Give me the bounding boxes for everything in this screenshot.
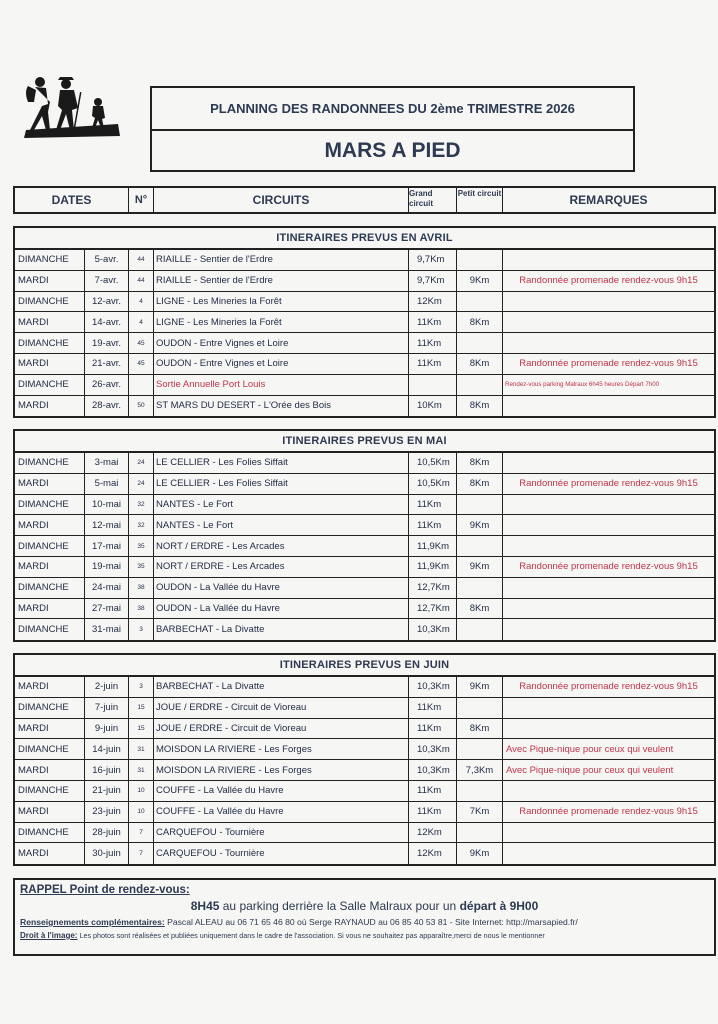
cell-circuit: OUDON - La Vallée du Havre <box>154 578 409 598</box>
cell-date: 23-juin <box>85 802 129 822</box>
cell-remark <box>503 396 714 417</box>
cell-remark: Randonnée promenade rendez-vous 9h15 <box>519 681 698 693</box>
table-row <box>15 250 714 271</box>
cell-grand: 12,7Km <box>409 578 457 598</box>
cell-grand: 12Km <box>409 292 457 312</box>
cell-petit: 7Km <box>457 802 503 822</box>
cell-circuit: LE CELLIER - Les Folies Siffait <box>154 474 409 494</box>
cell-grand: 11Km <box>409 781 457 801</box>
cell-date: 19-mai <box>85 557 129 577</box>
cell-grand: 11Km <box>409 698 457 718</box>
section-avril <box>13 226 716 418</box>
table-row <box>15 823 714 844</box>
cell-day: MARDI <box>15 354 85 374</box>
cell-num <box>129 375 154 395</box>
cell-grand: 12Km <box>409 843 457 864</box>
cell-day: MARDI <box>15 271 85 291</box>
cell-grand: 11Km <box>409 515 457 535</box>
hikers-logo <box>18 72 124 138</box>
table-row <box>15 739 714 760</box>
cell-circuit: NORT / ERDRE - Les Arcades <box>154 536 409 556</box>
cell-num: 24 <box>129 474 154 494</box>
cell-num: 45 <box>129 354 154 374</box>
planning-subtitle: PLANNING DES RANDONNEES DU 2ème TRIMESTRE 2026 <box>152 88 633 131</box>
cell-remark: Rendez-vous parking Malraux 6h45 heures Départ 7h00 <box>505 381 660 389</box>
cell-circuit: RIAILLE - Sentier de l'Erdre <box>154 271 409 291</box>
cell-petit <box>457 333 503 353</box>
cell-circuit: MOISDON LA RIVIERE - Les Forges <box>154 739 409 759</box>
cell-remark: Avec Pique-nique pour ceux qui veulent <box>506 764 674 776</box>
cell-day: MARDI <box>15 474 85 494</box>
table-row <box>15 396 714 417</box>
table-row <box>15 453 714 474</box>
cell-remark <box>503 453 714 473</box>
table-header <box>13 186 716 214</box>
cell-date: 28-juin <box>85 823 129 843</box>
table-row <box>15 578 714 599</box>
cell-num: 44 <box>129 250 154 270</box>
cell-circuit: CARQUEFOU - Tournière <box>154 823 409 843</box>
cell-date: 3-mai <box>85 453 129 473</box>
cell-num: 50 <box>129 396 154 417</box>
cell-remark: Randonnée promenade rendez-vous 9h15 <box>519 358 698 370</box>
cell-grand: 10,3Km <box>409 677 457 697</box>
cell-grand: 11Km <box>409 333 457 353</box>
cell-remark <box>503 698 714 718</box>
info-text: Pascal ALEAU au 06 71 65 46 80 où Serge RAYNAUD au 06 85 40 53 81 - Site Internet: http://marsapied.fr/ <box>164 917 578 927</box>
cell-day: DIMANCHE <box>15 250 85 270</box>
cell-day: DIMANCHE <box>15 375 85 395</box>
table-row <box>15 354 714 375</box>
cell-date: 24-mai <box>85 578 129 598</box>
cell-date: 9-juin <box>85 719 129 739</box>
cell-num: 31 <box>129 760 154 780</box>
rappel-text: au parking derrière la Salle Malraux pour un <box>219 899 460 913</box>
table-row <box>15 536 714 557</box>
cell-petit <box>457 250 503 270</box>
table-row <box>15 698 714 719</box>
col-dates: DATES <box>15 188 129 212</box>
cell-num: 32 <box>129 515 154 535</box>
cell-petit: 9Km <box>457 515 503 535</box>
cell-date: 21-avr. <box>85 354 129 374</box>
cell-circuit: COUFFE - La Vallée du Havre <box>154 781 409 801</box>
cell-num: 24 <box>129 453 154 473</box>
cell-date: 31-mai <box>85 619 129 640</box>
cell-num: 45 <box>129 333 154 353</box>
table-row <box>15 333 714 354</box>
cell-num: 44 <box>129 271 154 291</box>
cell-remark: Randonnée promenade rendez-vous 9h15 <box>519 275 698 287</box>
col-grand: Grand circuit <box>409 188 457 212</box>
rappel-main <box>20 899 709 913</box>
cell-grand: 10,5Km <box>409 474 457 494</box>
cell-remark: Avec Pique-nique pour ceux qui veulent <box>506 743 674 755</box>
cell-remark <box>503 495 714 515</box>
cell-day: DIMANCHE <box>15 619 85 640</box>
col-remarques: REMARQUES <box>569 193 648 207</box>
cell-remark <box>503 250 714 270</box>
cell-remark <box>503 823 714 843</box>
cell-grand: 12Km <box>409 823 457 843</box>
cell-petit <box>457 536 503 556</box>
cell-num: 35 <box>129 557 154 577</box>
cell-circuit: LIGNE - Les Mineries la Forêt <box>154 312 409 332</box>
cell-date: 12-mai <box>85 515 129 535</box>
section-title: ITINERAIRES PREVUS EN MAI <box>15 431 714 453</box>
section-title: ITINERAIRES PREVUS EN JUIN <box>15 655 714 677</box>
rappel-time: 8H45 <box>190 899 220 913</box>
cell-num: 7 <box>129 843 154 864</box>
droit-label: Droit à l'image: <box>20 931 78 940</box>
cell-circuit: ST MARS DU DESERT - L'Orée des Bois <box>154 396 409 417</box>
cell-grand: 10Km <box>409 396 457 417</box>
cell-date: 16-juin <box>85 760 129 780</box>
table-row <box>15 760 714 781</box>
cell-grand: 11Km <box>409 354 457 374</box>
table-row <box>15 619 714 640</box>
cell-petit <box>457 739 503 759</box>
col-num: N° <box>129 188 154 212</box>
cell-date: 28-avr. <box>85 396 129 417</box>
cell-day: MARDI <box>15 843 85 864</box>
cell-remark: Randonnée promenade rendez-vous 9h15 <box>519 478 698 490</box>
cell-day: DIMANCHE <box>15 739 85 759</box>
cell-remark <box>503 333 714 353</box>
table-row <box>15 375 714 396</box>
cell-num: 38 <box>129 599 154 619</box>
cell-petit: 8Km <box>457 453 503 473</box>
info-line <box>20 917 709 927</box>
cell-remark <box>503 719 714 739</box>
info-label: Renseignements complémentaires: <box>20 917 165 927</box>
cell-grand: 9,7Km <box>409 271 457 291</box>
cell-day: DIMANCHE <box>15 495 85 515</box>
table-row <box>15 843 714 864</box>
cell-petit <box>457 578 503 598</box>
cell-day: MARDI <box>15 557 85 577</box>
cell-num: 4 <box>129 292 154 312</box>
cell-num: 35 <box>129 536 154 556</box>
table-row <box>15 781 714 802</box>
table-row <box>15 515 714 536</box>
rappel-depart: départ à 9H00 <box>459 899 539 913</box>
cell-day: MARDI <box>15 677 85 697</box>
cell-petit: 8Km <box>457 354 503 374</box>
cell-day: DIMANCHE <box>15 453 85 473</box>
cell-date: 27-mai <box>85 599 129 619</box>
cell-num: 15 <box>129 719 154 739</box>
cell-petit <box>457 619 503 640</box>
cell-grand: 9,7Km <box>409 250 457 270</box>
rappel-title: RAPPEL Point de rendez-vous: <box>20 884 190 896</box>
cell-petit: 7,3Km <box>457 760 503 780</box>
cell-circuit: OUDON - Entre Vignes et Loire <box>154 354 409 374</box>
table-row <box>15 677 714 698</box>
cell-remark <box>503 599 714 619</box>
cell-circuit: LE CELLIER - Les Folies Siffait <box>154 453 409 473</box>
cell-remark: Randonnée promenade rendez-vous 9h15 <box>519 561 698 573</box>
cell-circuit: JOUE / ERDRE - Circuit de Vioreau <box>154 719 409 739</box>
cell-petit: 8Km <box>457 719 503 739</box>
cell-day: DIMANCHE <box>15 333 85 353</box>
cell-circuit: LIGNE - Les Mineries la Forêt <box>154 292 409 312</box>
cell-circuit: NANTES - Le Fort <box>154 495 409 515</box>
cell-day: DIMANCHE <box>15 578 85 598</box>
cell-circuit: JOUE / ERDRE - Circuit de Vioreau <box>154 698 409 718</box>
droit-text: Les photos sont réalisées et publiées uniquement dans le cadre de l'association. Si vous ne souhaitez pas apparaître,merci de nous le mentionner <box>77 931 545 940</box>
cell-num: 3 <box>129 677 154 697</box>
cell-grand: 10,3Km <box>409 760 457 780</box>
cell-remark: Randonnée promenade rendez-vous 9h15 <box>519 806 698 818</box>
title-box <box>150 86 635 172</box>
cell-date: 26-avr. <box>85 375 129 395</box>
cell-remark <box>503 515 714 535</box>
cell-grand: 10,5Km <box>409 453 457 473</box>
table-row <box>15 292 714 313</box>
cell-remark <box>503 292 714 312</box>
cell-day: MARDI <box>15 802 85 822</box>
table-row <box>15 557 714 578</box>
cell-num: 10 <box>129 802 154 822</box>
cell-day: DIMANCHE <box>15 698 85 718</box>
cell-petit: 9Km <box>457 557 503 577</box>
cell-num: 15 <box>129 698 154 718</box>
cell-circuit: OUDON - Entre Vignes et Loire <box>154 333 409 353</box>
table-row <box>15 802 714 823</box>
cell-petit <box>457 375 503 395</box>
cell-petit <box>457 823 503 843</box>
table-row <box>15 495 714 516</box>
cell-petit: 8Km <box>457 396 503 417</box>
cell-petit <box>457 698 503 718</box>
cell-day: DIMANCHE <box>15 292 85 312</box>
cell-circuit: COUFFE - La Vallée du Havre <box>154 802 409 822</box>
section-mai <box>13 429 716 642</box>
cell-date: 17-mai <box>85 536 129 556</box>
cell-date: 21-juin <box>85 781 129 801</box>
cell-remark <box>503 312 714 332</box>
cell-day: MARDI <box>15 515 85 535</box>
cell-circuit: Sortie Annuelle Port Louis <box>154 375 409 395</box>
cell-petit: 8Km <box>457 599 503 619</box>
table-row <box>15 271 714 292</box>
cell-date: 30-juin <box>85 843 129 864</box>
cell-date: 12-avr. <box>85 292 129 312</box>
cell-circuit: RIAILLE - Sentier de l'Erdre <box>154 250 409 270</box>
cell-petit: 9Km <box>457 843 503 864</box>
cell-grand: 10,3Km <box>409 739 457 759</box>
cell-remark <box>503 536 714 556</box>
cell-date: 14-juin <box>85 739 129 759</box>
cell-grand: 11,9Km <box>409 536 457 556</box>
col-circuits: CIRCUITS <box>154 188 409 212</box>
cell-grand: 11Km <box>409 312 457 332</box>
cell-grand: 12,7Km <box>409 599 457 619</box>
cell-day: MARDI <box>15 599 85 619</box>
cell-num: 32 <box>129 495 154 515</box>
cell-num: 10 <box>129 781 154 801</box>
cell-date: 14-avr. <box>85 312 129 332</box>
cell-date: 5-avr. <box>85 250 129 270</box>
cell-petit: 9Km <box>457 271 503 291</box>
cell-date: 7-juin <box>85 698 129 718</box>
cell-grand: 11Km <box>409 495 457 515</box>
cell-circuit: BARBECHAT - La Divatte <box>154 677 409 697</box>
cell-petit <box>457 495 503 515</box>
cell-circuit: NANTES - Le Fort <box>154 515 409 535</box>
cell-num: 31 <box>129 739 154 759</box>
cell-petit: 9Km <box>457 677 503 697</box>
cell-grand: 11Km <box>409 719 457 739</box>
cell-circuit: MOISDON LA RIVIERE - Les Forges <box>154 760 409 780</box>
cell-num: 3 <box>129 619 154 640</box>
section-title: ITINERAIRES PREVUS EN AVRIL <box>15 228 714 250</box>
cell-day: MARDI <box>15 719 85 739</box>
cell-remark <box>503 843 714 864</box>
cell-circuit: NORT / ERDRE - Les Arcades <box>154 557 409 577</box>
cell-circuit: OUDON - La Vallée du Havre <box>154 599 409 619</box>
cell-day: MARDI <box>15 760 85 780</box>
section-juin <box>13 653 716 866</box>
cell-date: 7-avr. <box>85 271 129 291</box>
cell-day: MARDI <box>15 396 85 417</box>
page-title: MARS A PIED <box>324 138 461 162</box>
cell-grand: 11Km <box>409 802 457 822</box>
cell-circuit: BARBECHAT - La Divatte <box>154 619 409 640</box>
cell-day: MARDI <box>15 312 85 332</box>
cell-date: 2-juin <box>85 677 129 697</box>
cell-date: 10-mai <box>85 495 129 515</box>
cell-date: 5-mai <box>85 474 129 494</box>
table-row <box>15 474 714 495</box>
cell-day: DIMANCHE <box>15 536 85 556</box>
col-petit: Petit circuit <box>457 188 503 212</box>
rappel-box <box>13 878 716 956</box>
cell-day: DIMANCHE <box>15 781 85 801</box>
table-row <box>15 719 714 740</box>
cell-remark <box>503 578 714 598</box>
cell-num: 7 <box>129 823 154 843</box>
cell-circuit: CARQUEFOU - Tournière <box>154 843 409 864</box>
cell-grand: 11,9Km <box>409 557 457 577</box>
cell-petit: 8Km <box>457 312 503 332</box>
cell-grand <box>409 375 457 395</box>
table-row <box>15 599 714 620</box>
cell-petit: 8Km <box>457 474 503 494</box>
droit-line <box>20 931 709 940</box>
cell-petit <box>457 292 503 312</box>
cell-num: 38 <box>129 578 154 598</box>
cell-petit <box>457 781 503 801</box>
cell-grand: 10,3Km <box>409 619 457 640</box>
table-row <box>15 312 714 333</box>
cell-remark <box>503 619 714 640</box>
cell-num: 4 <box>129 312 154 332</box>
cell-remark <box>503 781 714 801</box>
cell-day: DIMANCHE <box>15 823 85 843</box>
cell-date: 19-avr. <box>85 333 129 353</box>
